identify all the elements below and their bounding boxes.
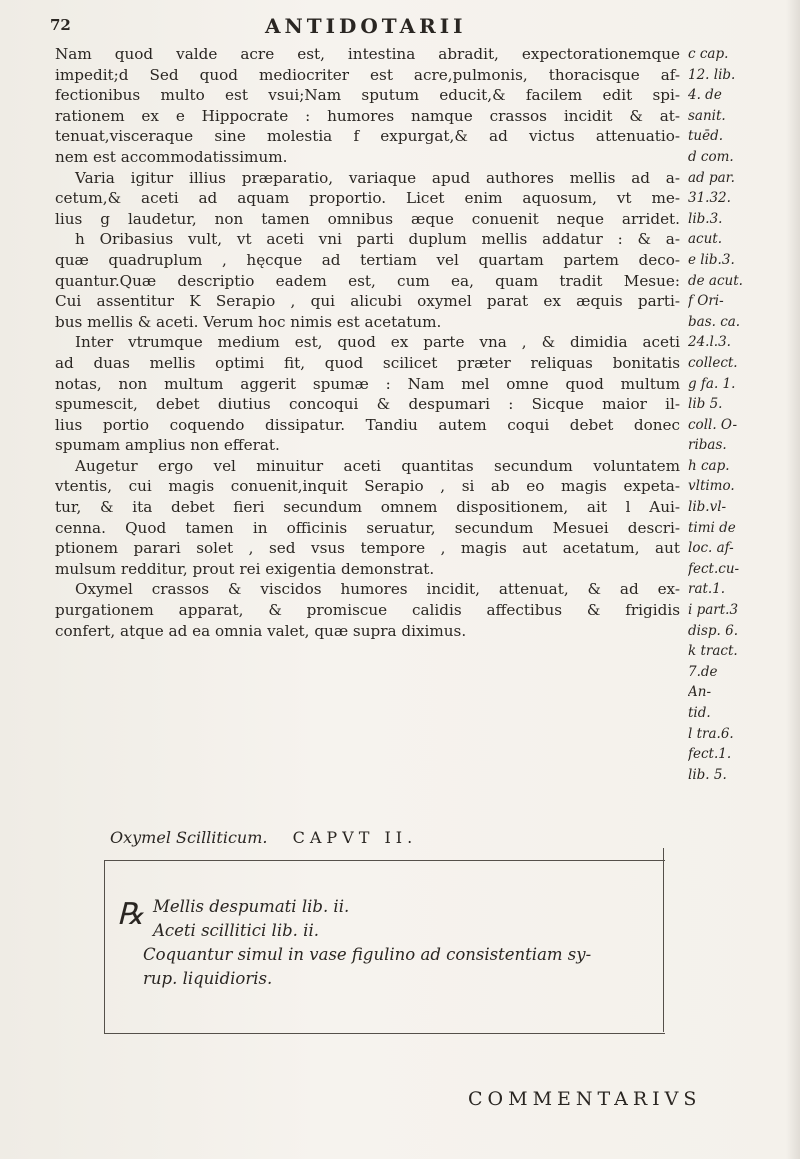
margin-note: lib.vl-	[688, 499, 727, 516]
running-title: ANTIDOTARII	[265, 14, 467, 38]
margin-note: g fa. 1.	[688, 375, 736, 392]
margin-note: bas. ca.	[688, 313, 741, 330]
text-line: ptionem parari solet , sed vsus tempore , magis aut acetatum, aut	[55, 539, 680, 558]
text-line: confert, atque ad ea omnia valet, quæ supra diximus.	[55, 621, 467, 640]
margin-note: timi de	[688, 519, 736, 536]
text-line: fectionibus multo est vsui;Nam sputum educit,& facilem edit spi-	[55, 86, 680, 105]
recipe-line: Coquantur simul in vase figulino ad consistentiam sy-	[143, 945, 592, 964]
text-line: nem est accommodatissimum.	[55, 147, 288, 166]
text-line: vtentis, cui magis conuenit,inquit Serapio , si ab eo magis expeta-	[55, 477, 680, 496]
text-line: Augetur ergo vel minuitur aceti quantitas secundum voluntatem	[75, 456, 680, 475]
margin-note: h cap.	[688, 457, 730, 474]
margin-note: coll. O-	[688, 416, 738, 433]
margin-note: rat.1.	[688, 581, 726, 598]
margin-note: 4. de	[688, 87, 722, 104]
text-line: mulsum redditur, prout rei exigentia demonstrat.	[55, 559, 435, 578]
text-line: cetum,& aceti ad aquam proportio. Licet enim aquosum, vt me-	[55, 189, 680, 208]
text-line: Cui assentitur K Serapio , qui alicubi oxymel parat ex æquis parti-	[55, 292, 680, 311]
text-line: impedit;d Sed quod mediocriter est acre,pulmonis, thoracisque af-	[55, 65, 680, 84]
margin-note: k tract.	[688, 643, 738, 660]
text-line: quantur.Quæ descriptio eadem est, cum ea, quam tradit Mesue:	[55, 271, 680, 290]
text-line: Oxymel crassos & viscidos humores incidit, attenuat, & ad ex-	[75, 580, 680, 599]
margin-note: tid.	[688, 705, 711, 721]
margin-note: disp. 6.	[688, 622, 738, 639]
margin-note: acut.	[688, 231, 723, 248]
text-line: spumam amplius non efferat.	[55, 436, 280, 455]
text-line: tur, & ita debet fieri secundum omnem dispositionem, ait l Aui-	[55, 498, 680, 517]
text-line: Varia igitur illius præparatio, variaque apud authores mellis ad a-	[75, 168, 680, 187]
margin-note: ribas.	[688, 437, 727, 454]
text-line: notas, non multum aggerit spumæ : Nam mel omne quod multum	[55, 374, 680, 393]
chapter-name: Oxymel Scilliticum.	[110, 828, 268, 847]
margin-note: An-	[688, 684, 712, 701]
text-line: rationem ex e Hippocrate : humores namque crassos incidit & at-	[55, 106, 680, 125]
text-line: cenna. Quod tamen in officinis seruatur, secundum Mesuei descri-	[55, 518, 680, 537]
margin-note: l tra.6.	[688, 725, 734, 742]
margin-note: f Ori-	[688, 293, 724, 310]
text-line: h Oribasius vult, vt aceti vni parti duplum mellis addatur : & a-	[75, 230, 680, 249]
margin-note: loc. af-	[688, 540, 734, 557]
main-text-block	[55, 44, 680, 641]
margin-note: 12. lib.	[688, 66, 736, 83]
margin-note: sanit.	[688, 107, 726, 124]
margin-note: lib 5.	[688, 396, 723, 413]
text-line: purgationem apparat, & promiscue calidis affectibus & frigidis	[55, 601, 680, 620]
recipe-box	[104, 860, 665, 1034]
text-line: ad duas mellis optimi fit, quod scilicet præter reliquas bonitatis	[55, 353, 680, 372]
margin-note: e lib.3.	[688, 251, 735, 268]
text-line: bus mellis & aceti. Verum hoc nimis est acetatum.	[55, 312, 442, 331]
margin-note: fect.1.	[688, 746, 732, 763]
margin-note: 7.de	[688, 663, 718, 680]
margin-note: 24.l.3.	[688, 334, 731, 351]
text-line: quæ quadruplum , hęcque ad tertiam vel quartam partem deco-	[55, 250, 680, 269]
catchword: COMMENTARIVS	[468, 1088, 702, 1110]
recipe-line: Mellis despumati lib. ii.	[153, 897, 350, 916]
margin-note: 31.32.	[688, 190, 731, 207]
margin-note: lib. 5.	[688, 766, 727, 783]
text-line: Inter vtrumque medium est, quod ex parte vna , & dimidia aceti	[75, 333, 680, 352]
margin-note: tuēd.	[688, 128, 724, 145]
recipe-symbol-icon: ℞	[117, 897, 144, 932]
chapter-caput: CAPVT II.	[292, 828, 418, 847]
margin-note: vltimo.	[688, 478, 735, 495]
margin-note: c cap.	[688, 46, 729, 62]
recipe-line: rup. liquidioris.	[143, 969, 273, 988]
text-line: Nam quod valde acre est, intestina abradit, expectorationemque	[55, 45, 680, 63]
page-number: 72	[50, 16, 71, 34]
margin-note: collect.	[688, 354, 738, 371]
page-edge-shadow	[786, 0, 800, 1159]
text-line: lius g laudetur, non tamen omnibus æque conuenit neque arridet.	[55, 209, 680, 228]
page-header	[50, 14, 740, 44]
recipe-line: Aceti scillitici lib. ii.	[153, 921, 319, 940]
text-line: lius portio coquendo dissipatur. Tandiu autem coqui debet donec	[55, 415, 680, 434]
margin-note: de acut.	[688, 272, 743, 289]
margin-note: fect.cu-	[688, 560, 740, 577]
margin-notes	[688, 44, 788, 785]
margin-note: i part.3	[688, 602, 739, 619]
margin-note: ad par.	[688, 169, 735, 186]
margin-note: d com.	[688, 148, 734, 165]
margin-note: lib.3.	[688, 210, 723, 227]
text-line: tenuat,visceraque sine molestia f expurgat,& ad victus attenuatio-	[55, 127, 680, 146]
chapter-heading	[110, 828, 610, 847]
text-line: spumescit, debet diutius concoqui & despumari : Sicque maior il-	[55, 395, 680, 414]
recipe-content	[117, 895, 657, 991]
